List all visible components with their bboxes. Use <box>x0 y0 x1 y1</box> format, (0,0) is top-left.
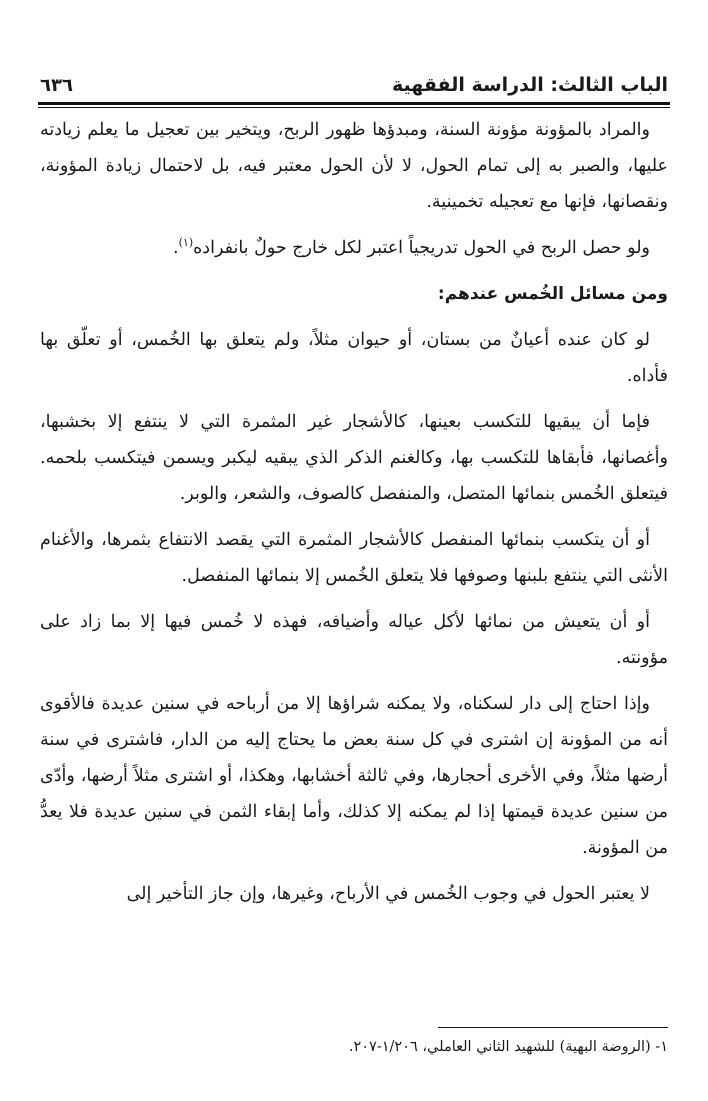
chapter-title: الباب الثالث: الدراسة الفقهية <box>392 74 668 96</box>
paragraph-4: فإما أن يبقيها للتكسب بعينها، كالأشجار غير المثمرة التي لا ينتفع إلا بخشبها، وأغصانها، فأبقاها للتكسب بها، وكالغنم الذكر الذي يبقيه ليكبر ويسمن فيتكسب بلحمه. فيتعلق الخُمس بنمائها المتصل، والمنفصل كالصوف، والشعر، والوبر. <box>40 412 668 504</box>
paragraph-2-end: . <box>173 238 179 258</box>
paragraph-8: لا يعتبر الحول في وجوب الخُمس في الأرباح، وغيرها، وإن جاز التأخير إلى <box>126 884 650 904</box>
header-rule <box>38 102 670 105</box>
paragraph-6: أو أن يتعيش من نمائها لأكل عياله وأضيافه، فهذه لا خُمس فيها إلا بما زاد على مؤونته. <box>40 612 668 668</box>
page-number: ٦٣٦ <box>40 75 73 96</box>
paragraph-5: أو أن يتكسب بنمائها المنفصل كالأشجار المثمرة التي يقصد الانتفاع بثمرها، والأغنام الأنثى التي ينتفع بلبنها وصوفها فلا يتعلق الخُمس إلا بنمائها المنفصل. <box>40 530 668 586</box>
paragraph-3: لو كان عنده أعيانٌ من بستان، أو حيوان مثلاً، ولم يتعلق بها الخُمس، أو تعلّق بها فأداه. <box>40 330 668 386</box>
footnote: ١- (الروضة البهية) للشهيد الثاني العاملي، ١/٢٠٦-٢٠٧. <box>348 1039 668 1055</box>
footnote-rule <box>438 1027 668 1028</box>
page-header <box>40 62 668 96</box>
footnote-reference: (١) <box>178 236 194 250</box>
paragraph-1: والمراد بالمؤونة مؤونة السنة، ومبدؤها ظهور الربح، ويتخير بين تعجيل ما يعلم زيادته عليها، والصبر به إلى تمام الحول، لا لأن الحول معتبر فيه، بل لاحتمال زيادة المؤونة، ونقصانها، فإنها مع تعجيله تخمينية. <box>40 120 668 212</box>
paragraph-2 <box>40 230 668 266</box>
paragraph-7: وإذا احتاج إلى دار لسكناه، ولا يمكنه شراؤها إلا من أرباحه في سنين عديدة فالأقوى أنه من المؤونة إن اشترى في كل سنة بعض ما يحتاج إليه من الدار، فاشترى في سنة أرضها مثلاً، وفي الأخرى أحجارها، وفي ثالثة أخشابها، وهكذا، أو اشترى مثلاً أرضها، وأدّى من سنين عديدة قيمتها إذا لم يمكنه إلا كذلك، وأما إبقاء الثمن في سنين عديدة فلا يعدُّ من المؤونة. <box>40 694 668 858</box>
header-rule-thin <box>38 107 670 108</box>
paragraph-2-text: ولو حصل الربح في الحول تدريجياً اعتبر لكل خارج حولٌ بانفراده <box>193 238 650 258</box>
section-heading: ومن مسائل الخُمس عندهم: <box>437 284 668 304</box>
body-text <box>40 112 668 922</box>
